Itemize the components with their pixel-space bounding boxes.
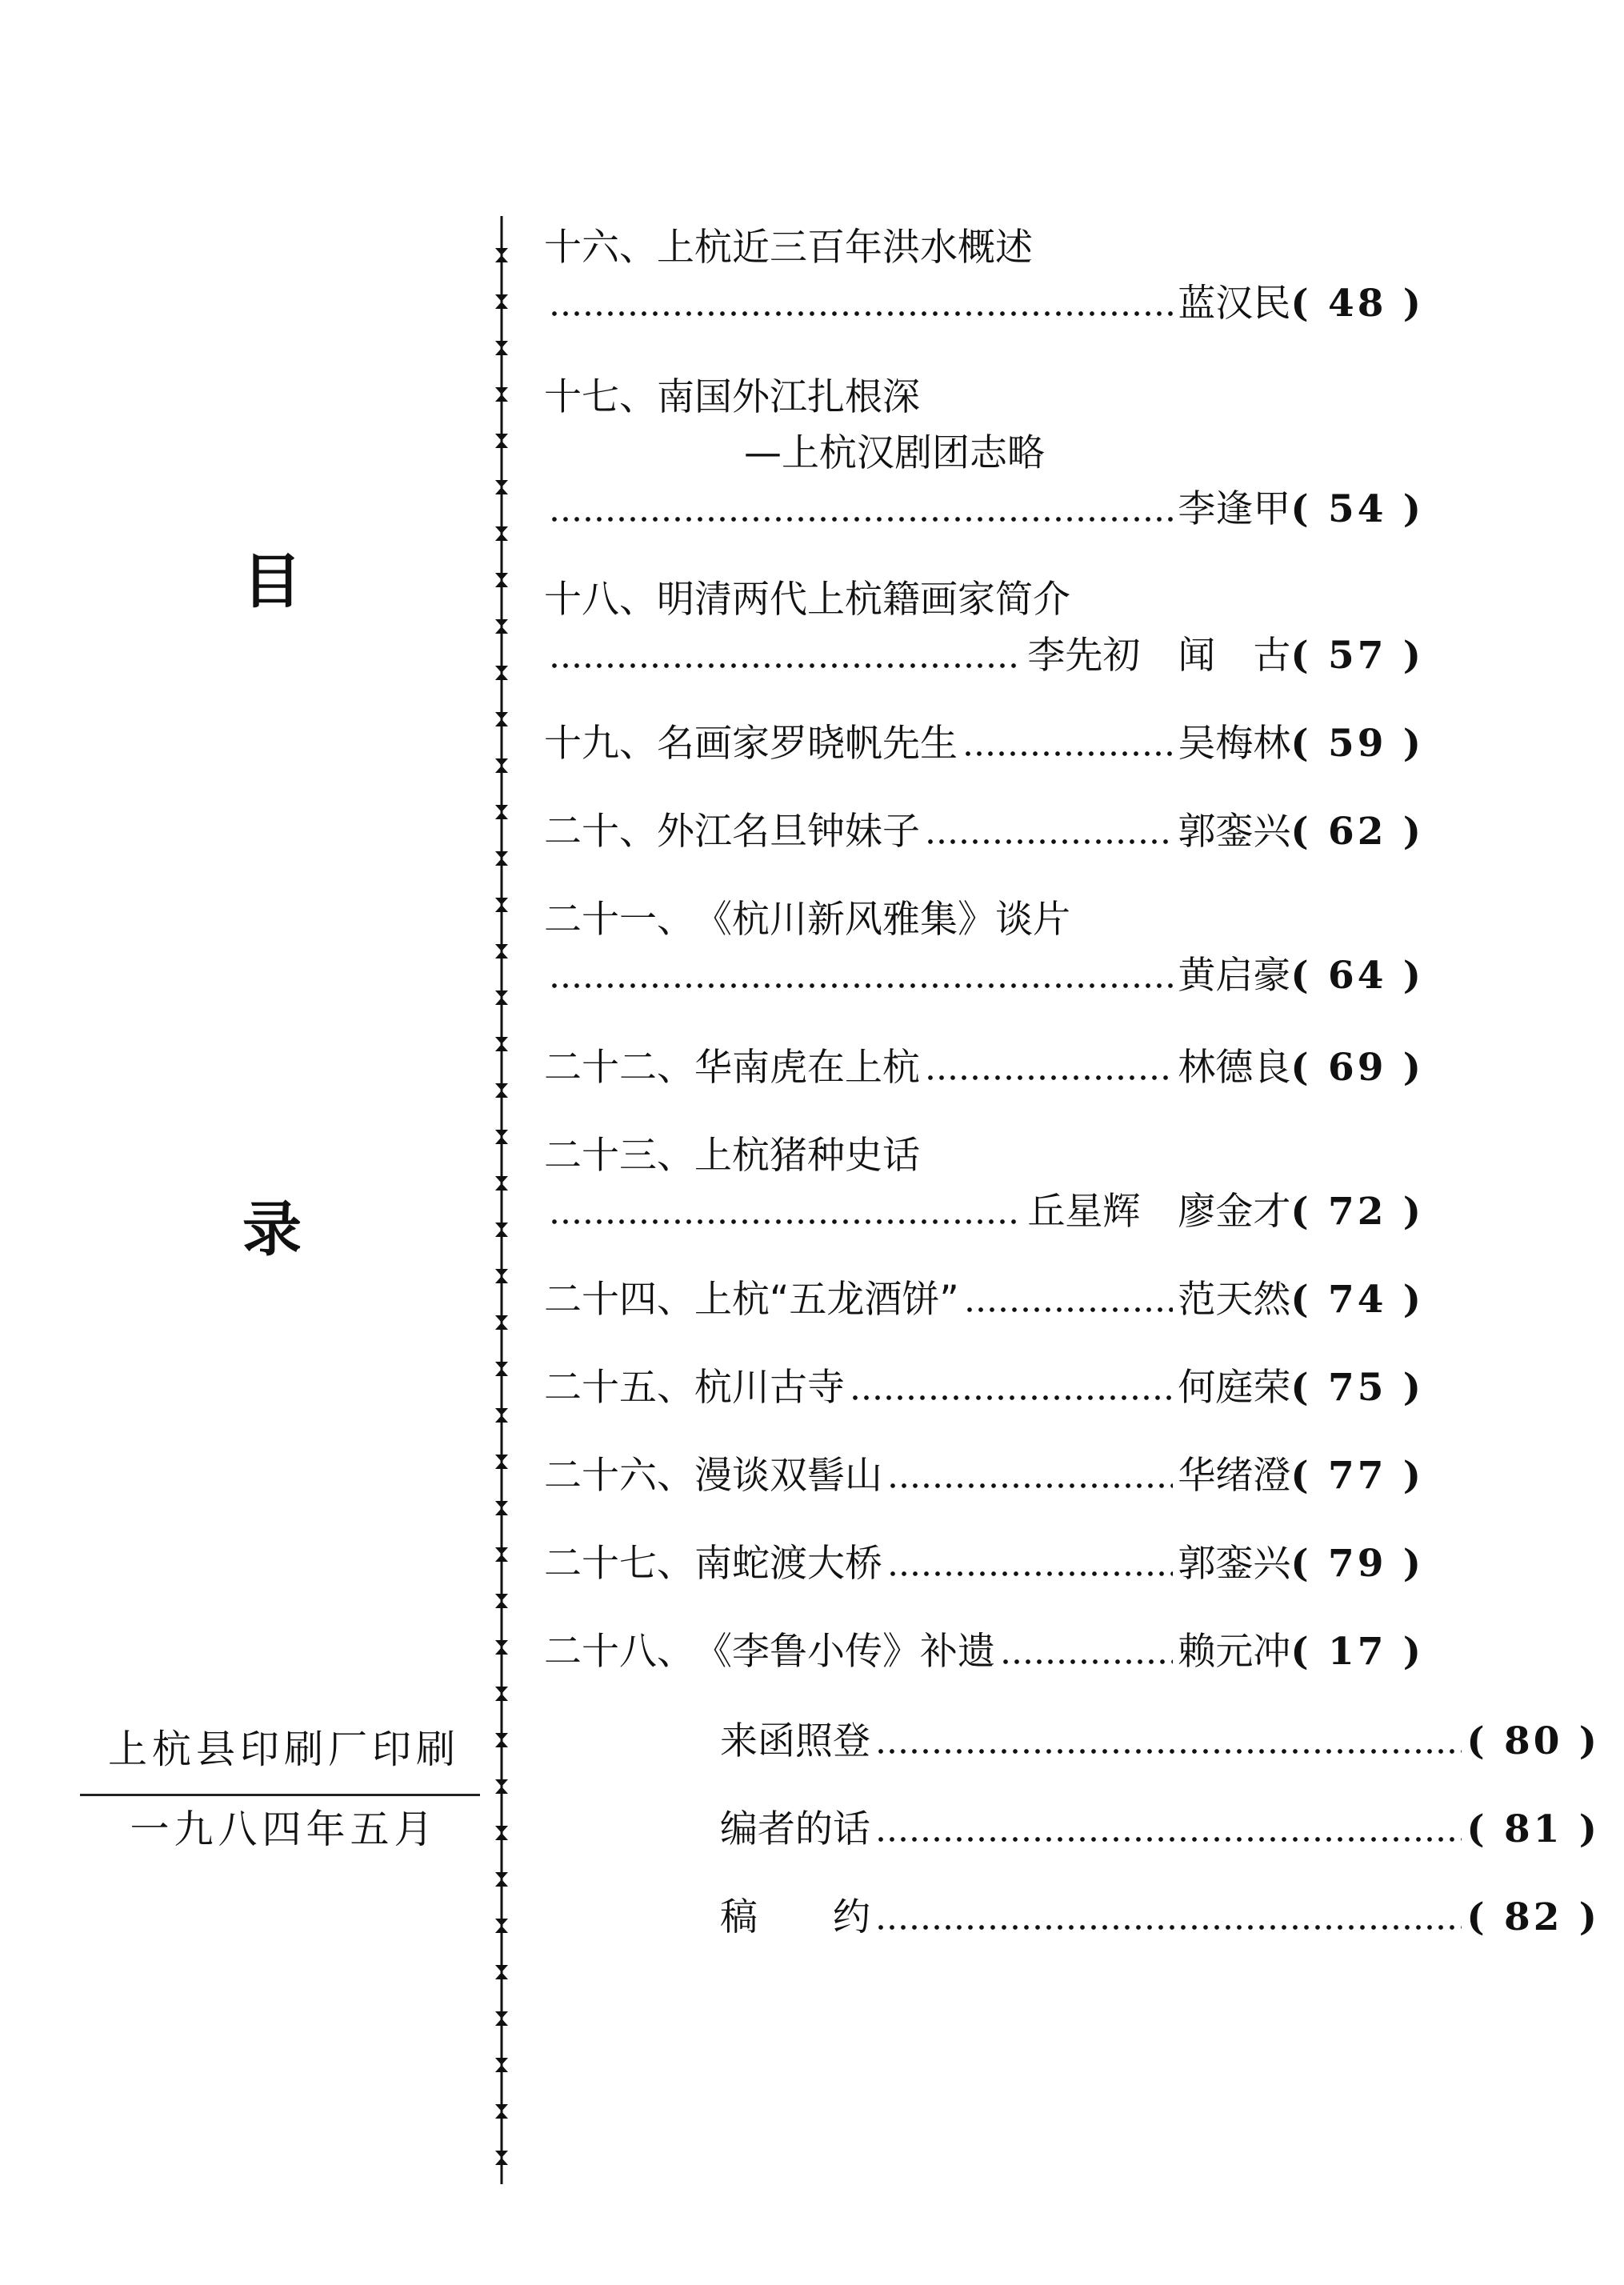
toc-entry-page: ( 64 ) (1290, 954, 1424, 998)
toc-entry-title-text: 来函照登 (720, 1719, 870, 1763)
dot-leader (850, 1360, 1173, 1416)
toc-entry-page: ( 82 ) (1466, 1895, 1600, 1939)
toc-entry-title (544, 572, 1424, 628)
toc-entry-author: 华绪澄 (1178, 1454, 1291, 1498)
toc-entry-author: 蓝汉民 (1178, 282, 1291, 326)
toc-entry-page: ( 59 ) (1290, 722, 1424, 766)
toc-entry-page: ( 81 ) (1466, 1807, 1600, 1851)
toc-entry-title-text: 上杭近三百年洪水概述 (657, 226, 1033, 270)
toc-entry-number: 十六、 (544, 226, 657, 270)
toc-entry-number: 二十二、 (544, 1046, 694, 1090)
toc-entry-number: 十九、 (544, 722, 657, 766)
print-date: 一九八四年五月 (130, 1807, 438, 1852)
toc-entry-attribution (544, 628, 1424, 684)
dot-leader (549, 948, 1173, 1004)
toc-entry (544, 1040, 1424, 1096)
dot-leader (962, 716, 1173, 772)
heading-char-lu: 录 (242, 1195, 302, 1264)
toc-entry-page: ( 75 ) (1290, 1366, 1424, 1410)
dot-leader (1000, 1624, 1173, 1680)
toc-entry-number: 十八、 (544, 578, 657, 622)
toc-entry-page: ( 69 ) (1290, 1046, 1424, 1090)
toc-entry-title-text: 华南虎在上杭 (694, 1046, 920, 1090)
toc-entry-number: 二十五、 (544, 1366, 694, 1410)
dot-leader (875, 1802, 1462, 1858)
toc-entry-author: 郭銮兴 (1178, 810, 1291, 854)
dot-leader (549, 276, 1173, 332)
toc-entry-number: 二十六、 (544, 1454, 694, 1498)
toc-entry-attribution (544, 948, 1424, 1004)
printer-name: 上杭县印刷厂印刷 (107, 1727, 460, 1772)
dot-leader (925, 1040, 1173, 1096)
toc-entry-title (544, 892, 1424, 948)
toc-entry-page: ( 48 ) (1290, 282, 1424, 326)
toc-entry-page: ( 74 ) (1290, 1278, 1424, 1322)
dot-leader (964, 1272, 1174, 1328)
toc-entry-attribution (544, 276, 1424, 332)
toc-entry-title (544, 220, 1424, 276)
toc-entry-title-text: 上杭猪种史话 (694, 1134, 920, 1178)
toc-entry-title-text: 上杭“五龙酒饼” (694, 1278, 959, 1322)
toc-entry-page: ( 54 ) (1290, 487, 1424, 531)
toc-entry-author: 郭銮兴 (1178, 1542, 1291, 1586)
toc-entry (544, 1624, 1424, 1680)
dot-leader (875, 1714, 1462, 1770)
toc-entry-title-text: 杭川古寺 (694, 1366, 845, 1410)
toc-entry-page: ( 57 ) (1290, 634, 1424, 678)
decorative-divider (490, 216, 514, 2184)
toc-entry (544, 1360, 1424, 1416)
toc-entry (544, 804, 1424, 860)
dot-leader (887, 1536, 1173, 1592)
toc-entry-number: 二十八、 (544, 1630, 694, 1674)
toc-entry-author: 李先初 闻 古 (1027, 634, 1291, 678)
dot-leader (549, 482, 1173, 538)
heading-char-mu: 目 (242, 547, 302, 616)
toc-entry-page: ( 72 ) (1290, 1190, 1424, 1234)
printer-rule (80, 1794, 480, 1796)
toc-entry-page: ( 77 ) (1290, 1454, 1424, 1498)
toc-entry-subtitle-text: —上杭汉剧团志略 (744, 431, 1045, 475)
toc-entry-title (544, 370, 1424, 426)
toc-entry (544, 716, 1424, 772)
toc-entry-title-text: 名画家罗晓帆先生 (657, 722, 958, 766)
toc-entry-page: ( 79 ) (1290, 1542, 1424, 1586)
toc-entry-author: 李逢甲 (1178, 487, 1291, 531)
toc-entry-number: 二十、 (544, 810, 657, 854)
toc-entry-number: 二十七、 (544, 1542, 694, 1586)
toc-entry (544, 1536, 1424, 1592)
toc-entry-title-text: 明清两代上杭籍画家简介 (657, 578, 1070, 622)
toc-entry-author: 何庭荣 (1178, 1366, 1291, 1410)
toc-entry-title-text: 《李鲁小传》补遗 (694, 1630, 995, 1674)
dot-leader (887, 1448, 1173, 1504)
toc-entry-author: 黄启豪 (1178, 954, 1291, 998)
dot-leader (549, 628, 1022, 684)
toc-entry-number: 二十四、 (544, 1278, 694, 1322)
toc-entry-author: 吴梅林 (1178, 722, 1291, 766)
toc-entry-title-text: 南国外江扎根深 (657, 375, 920, 419)
toc-entry-author: 范天然 (1178, 1278, 1291, 1322)
toc-entry (544, 1272, 1424, 1328)
toc-entry (544, 1802, 1600, 1858)
toc-entry-author: 丘星辉 廖金才 (1027, 1190, 1291, 1234)
toc-entry-title-text: 《杭川新风雅集》谈片 (694, 898, 1070, 942)
toc-entry (544, 1714, 1600, 1770)
toc-entry-title-text: 编者的话 (720, 1807, 870, 1851)
toc-entry-author: 赖元冲 (1178, 1630, 1291, 1674)
toc-entry-subtitle (544, 426, 1624, 482)
toc-entry-title-text: 漫谈双髻山 (694, 1454, 882, 1498)
toc-entry-title (544, 1128, 1424, 1184)
toc-entry-number: 二十一、 (544, 898, 694, 942)
dot-leader (549, 1184, 1022, 1240)
dot-leader (925, 804, 1173, 860)
toc-entry (544, 1890, 1600, 1946)
toc-entry-page: ( 62 ) (1290, 810, 1424, 854)
toc-entry-attribution (544, 482, 1424, 538)
toc-entry-title-text: 外江名旦钟妹子 (657, 810, 920, 854)
toc-entry-attribution (544, 1184, 1424, 1240)
toc-entry-number: 十七、 (544, 375, 657, 419)
toc-entry-author: 林德良 (1178, 1046, 1291, 1090)
toc-entry-page: ( 17 ) (1290, 1630, 1424, 1674)
toc-entry-page: ( 80 ) (1466, 1719, 1600, 1763)
toc-entry (544, 1448, 1424, 1504)
toc-entry-title-text: 南蛇渡大桥 (694, 1542, 882, 1586)
toc-entry-title-text: 稿 约 (720, 1895, 870, 1939)
toc-entry-number: 二十三、 (544, 1134, 694, 1178)
dot-leader (875, 1890, 1462, 1946)
